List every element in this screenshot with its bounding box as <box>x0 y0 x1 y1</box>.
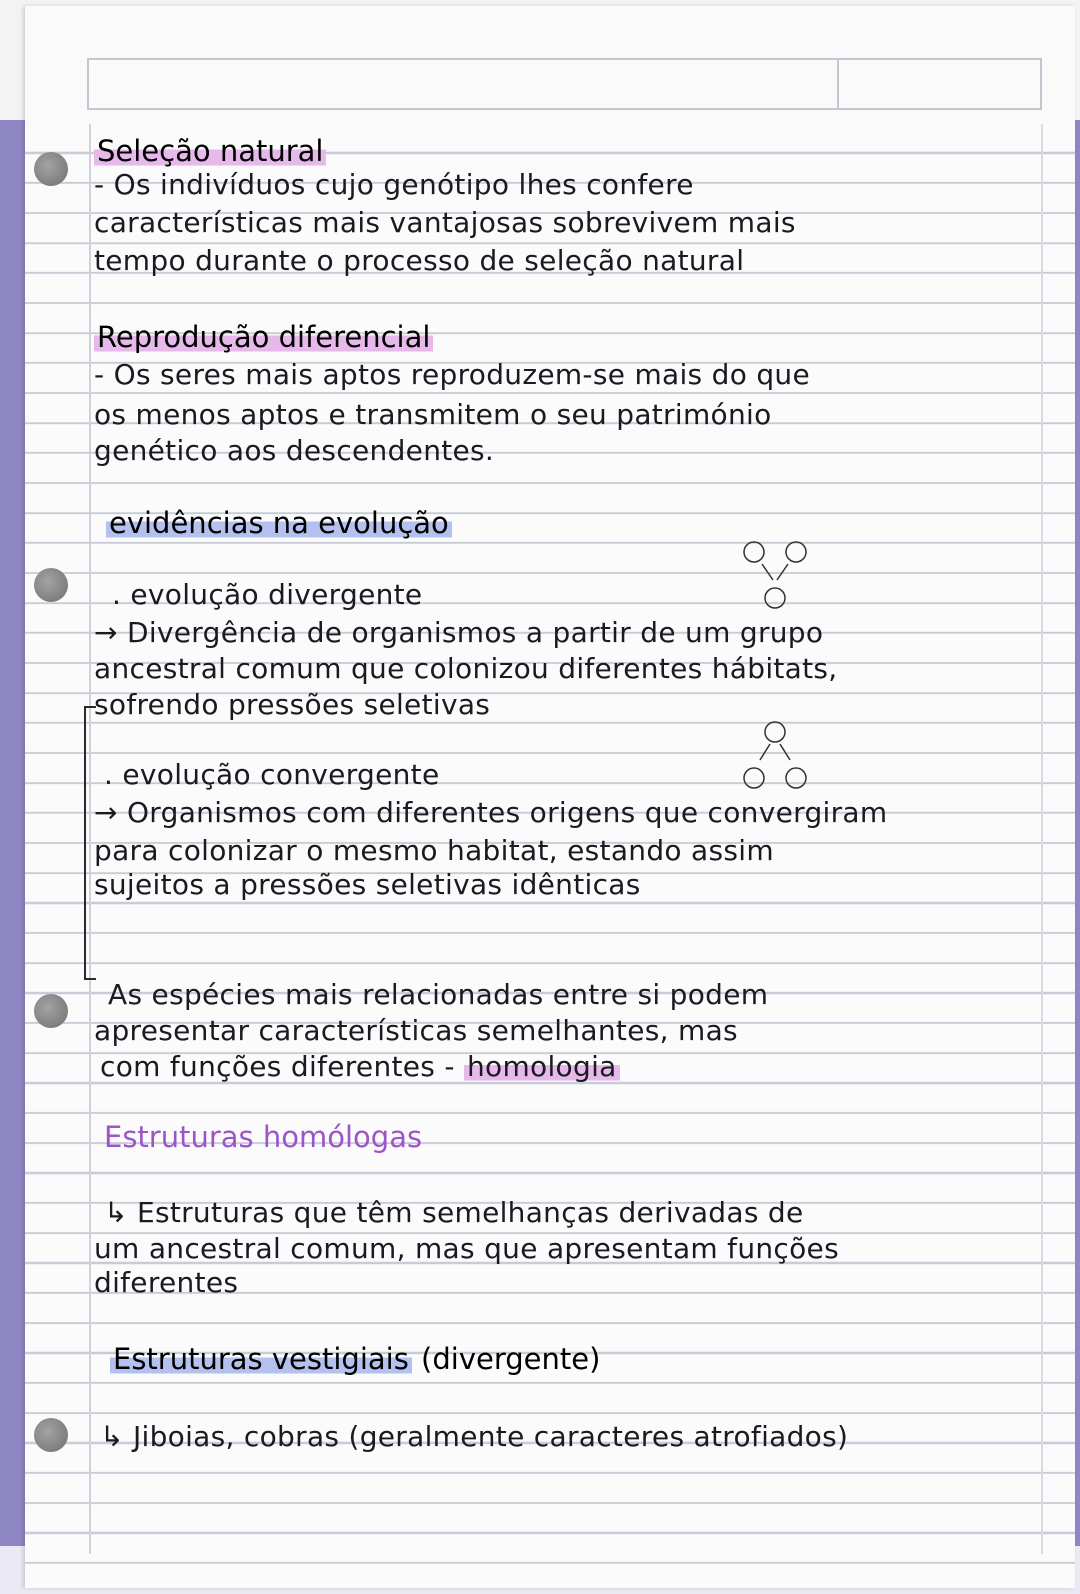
homologas-line-3: diferentes <box>94 1266 239 1299</box>
reproducao-line-1: - Os seres mais aptos reproduzem-se mais do que <box>94 358 810 391</box>
selecao-line-2: características mais vantajosas sobrevivem mais <box>94 206 796 239</box>
homologas-line-2: um ancestral comum, mas que apresentam funções <box>94 1232 839 1265</box>
convergente-line-2: para colonizar o mesmo habitat, estando assim <box>94 834 774 867</box>
binder-hole-icon <box>34 994 68 1028</box>
divergente-line-2: ancestral comum que colonizou diferentes hábitats, <box>94 652 838 685</box>
reproducao-line-3: genético aos descendentes. <box>94 434 495 467</box>
heading-reproducao-diferencial: Reprodução diferencial <box>94 320 433 354</box>
convergente-title: . evolução convergente <box>104 758 440 791</box>
divergente-line-3: sofrendo pressões seletivas <box>94 688 491 721</box>
divergente-title: . evolução divergente <box>112 578 423 611</box>
selecao-line-3: tempo durante o processo de seleção natural <box>94 244 745 277</box>
vestigiais-line-1: ↳ Jiboias, cobras (geralmente caracteres atrofiados) <box>100 1420 849 1453</box>
header-divider <box>837 60 839 108</box>
heading-selecao-natural: Seleção natural <box>94 134 326 168</box>
convergent-diagram-icon <box>740 720 830 794</box>
heading-estruturas-homologas: Estruturas homólogas <box>104 1120 423 1154</box>
homologia-term: homologia <box>464 1050 620 1083</box>
convergente-line-1: → Organismos com diferentes origens que convergiram <box>94 796 888 829</box>
heading-estruturas-vestigiais: Estruturas vestigiais (divergente) <box>110 1342 600 1376</box>
homologas-line-1: ↳ Estruturas que têm semelhanças derivadas de <box>104 1196 804 1229</box>
homologia-line-1: As espécies mais relacionadas entre si podem <box>108 978 769 1011</box>
divergente-line-1: → Divergência de organismos a partir de um grupo <box>94 616 824 649</box>
binder-hole-icon <box>34 568 68 602</box>
homologia-line-2: apresentar características semelhantes, mas <box>94 1014 738 1047</box>
binder-hole-icon <box>34 1418 68 1452</box>
reproducao-line-2: os menos aptos e transmitem o seu património <box>94 398 772 431</box>
heading-evidencias: evidências na evolução <box>106 506 452 540</box>
divergent-diagram-icon <box>740 540 830 612</box>
selecao-line-1: - Os indivíduos cujo genótipo lhes confere <box>94 168 694 201</box>
homologia-line-3: com funções diferentes - homologia <box>100 1050 620 1084</box>
binder-hole-icon <box>34 152 68 186</box>
right-margin-line <box>1041 124 1043 1554</box>
convergente-line-3: sujeitos a pressões seletivas idênticas <box>94 868 641 901</box>
header-box <box>87 58 1042 110</box>
